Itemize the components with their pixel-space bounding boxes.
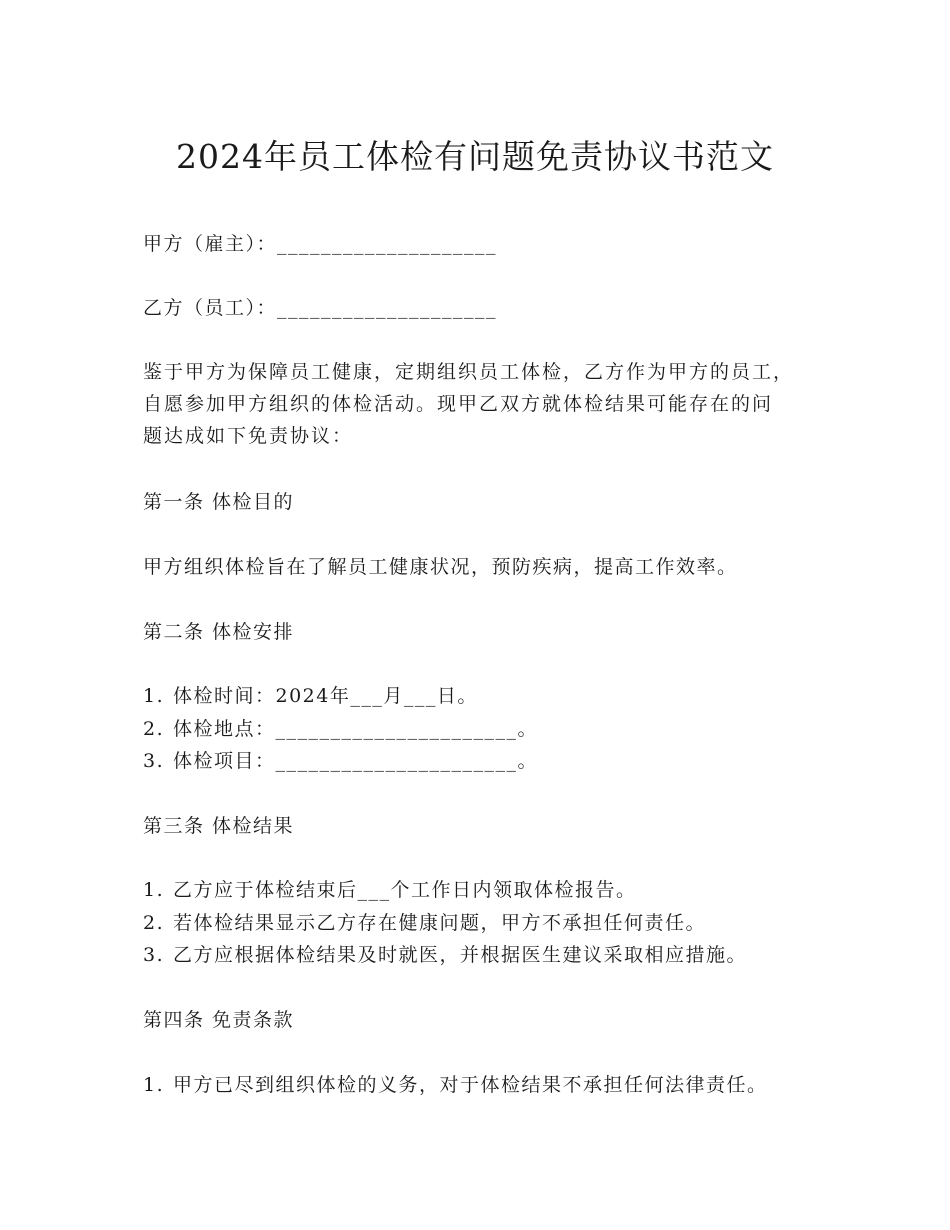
preamble-line: 题达成如下免责协议： [143, 425, 354, 447]
article-1-heading: 第一条 体检目的 [143, 491, 295, 513]
list-item-number: 1. [143, 1074, 165, 1096]
list-item-text: 甲方已尽到组织体检的义务，对于体检结果不承担任何法律责任。 [173, 1074, 768, 1096]
list-item [143, 1070, 768, 1100]
list-item-number: 1. [143, 685, 165, 707]
list-item-number: 2. [143, 718, 165, 740]
list-item-text: 体检项目：______________________。 [173, 750, 539, 772]
list-item [143, 940, 747, 970]
list-item-text: 乙方应根据体检结果及时就医，并根据医生建议采取相应措施。 [173, 944, 748, 966]
article-3-heading: 第三条 体检结果 [143, 815, 295, 837]
preamble-paragraph [143, 356, 833, 452]
list-item [143, 746, 538, 776]
list-item [143, 681, 478, 711]
list-item-number: 1. [143, 879, 165, 901]
list-item-number: 2. [143, 912, 165, 934]
article-4-heading: 第四条 免责条款 [143, 1009, 295, 1031]
document-title: 2024年员工体检有问题免责协议书范文 [176, 137, 774, 176]
list-item-text: 体检时间：2024年___月___日。 [173, 685, 478, 707]
article-2-heading: 第二条 体检安排 [143, 621, 295, 643]
preamble-line: 自愿参加甲方组织的体检活动。现甲乙双方就体检结果可能存在的问 [143, 393, 774, 415]
preamble-line: 鉴于甲方为保障员工健康，定期组织员工体检，乙方作为甲方的员工， [143, 361, 795, 383]
party-a-line: 甲方（雇主）：____________________ [143, 233, 498, 255]
list-item [143, 908, 706, 938]
list-item-text: 若体检结果显示乙方存在健康问题，甲方不承担任何责任。 [173, 912, 707, 934]
list-item-number: 3. [143, 750, 165, 772]
list-item-text: 体检地点：______________________。 [173, 718, 539, 740]
list-item [143, 714, 538, 744]
list-item-text: 乙方应于体检结束后___个工作日内领取体检报告。 [173, 879, 637, 901]
list-item-number: 3. [143, 944, 165, 966]
list-item [143, 875, 637, 905]
party-b-line: 乙方（员工）：____________________ [143, 297, 498, 319]
article-1-text: 甲方组织体检旨在了解员工健康状况，预防疾病，提高工作效率。 [143, 556, 738, 578]
